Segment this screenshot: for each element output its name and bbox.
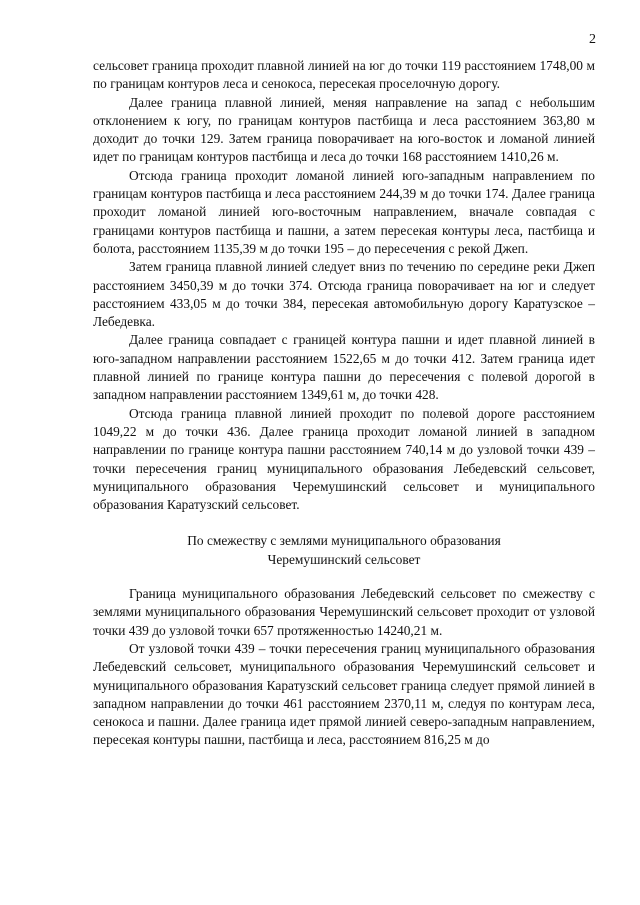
paragraph: От узловой точки 439 – точки пересечения границ муниципального образования Лебедевский сельсовет, муниципального образования Черемушинский сельсовет и муниципального образования Каратузский сельсовет граница следует прямой линией в западном направлении до точки 461 расстоянием 2370,11 м, следуя по контурам леса, сенокоса и пашни. Далее граница идет прямой линией северо-западным направлением, пересекая контуры пашни, пастбища и леса, расстоянием 816,25 м до bbox=[93, 640, 595, 748]
section-heading-line-1: По смежеству с землями муниципального образования bbox=[187, 533, 501, 549]
paragraph: Отсюда граница проходит ломаной линией юго-западным направлением по границам контуров пастбища и леса расстоянием 244,39 м до точки 174. Далее граница проходит ломаной линией юго-восточным направлением, вначале совпадая с границами контуров пастбища и пашни, а затем пересекая контуры леса, пастбища и болота, расстоянием 1135,39 м до точки 195 – до пересечения с рекой Джеп. bbox=[93, 167, 595, 256]
paragraph-continuation: сельсовет граница проходит плавной линией на юг до точки 119 расстоянием 1748,00 м по границам контуров леса и сенокоса, пересекая проселочную дорогу. bbox=[93, 58, 595, 92]
page-number: 2 bbox=[589, 32, 596, 47]
paragraph: Затем граница плавной линией следует вниз по течению по середине реки Джеп расстоянием 3450,39 м до точки 374. Отсюда граница поворачивает на юг и следует расстоянием 433,05 м до точки 384, пересекая автомобильную дорогу Каратузское – Лебедевка. bbox=[93, 259, 595, 330]
paragraph: Отсюда граница плавной линией проходит по полевой дороге расстоянием 1049,22 м до точки 436. Далее граница проходит ломаной линией в западном направлении по границе контура пашни расстоянием 740,14 м до узловой точки 439 – точки пересечения границ муниципального образования Лебедевский сельсовет, муниципального образования Черемушинский сельсовет и муниципального образования Каратузский сельсовет. bbox=[93, 405, 595, 513]
section-heading-line-2: Черемушинский сельсовет bbox=[267, 551, 421, 567]
paragraph: Граница муниципального образования Лебедевский сельсовет по смежеству с землями муниципального образования Черемушинский сельсовет проходит от узловой точки 439 до узловой точки 657 протяженностью 14240,21 м. bbox=[93, 586, 595, 638]
document-body bbox=[93, 57, 595, 750]
section-heading bbox=[93, 532, 595, 569]
paragraph: Далее граница совпадает с границей контура пашни и идет плавной линией в юго-западном направлении расстоянием 1522,65 м до точки 412. Затем граница идет плавной линией по границе контура пашни до пересечения с полевой дорогой в западном направлении расстоянием 1349,61 м, до точки 428. bbox=[93, 332, 595, 403]
paragraph: Далее граница плавной линией, меняя направление на запад с небольшим отклонением к югу, по границам контуров пастбища и леса расстоянием 363,80 м доходит до точки 129. Затем граница поворачивает на юго-восток и ломаной линией идет по границам контуров пастбища и леса до точки 168 расстоянием 1410,26 м. bbox=[93, 94, 595, 165]
